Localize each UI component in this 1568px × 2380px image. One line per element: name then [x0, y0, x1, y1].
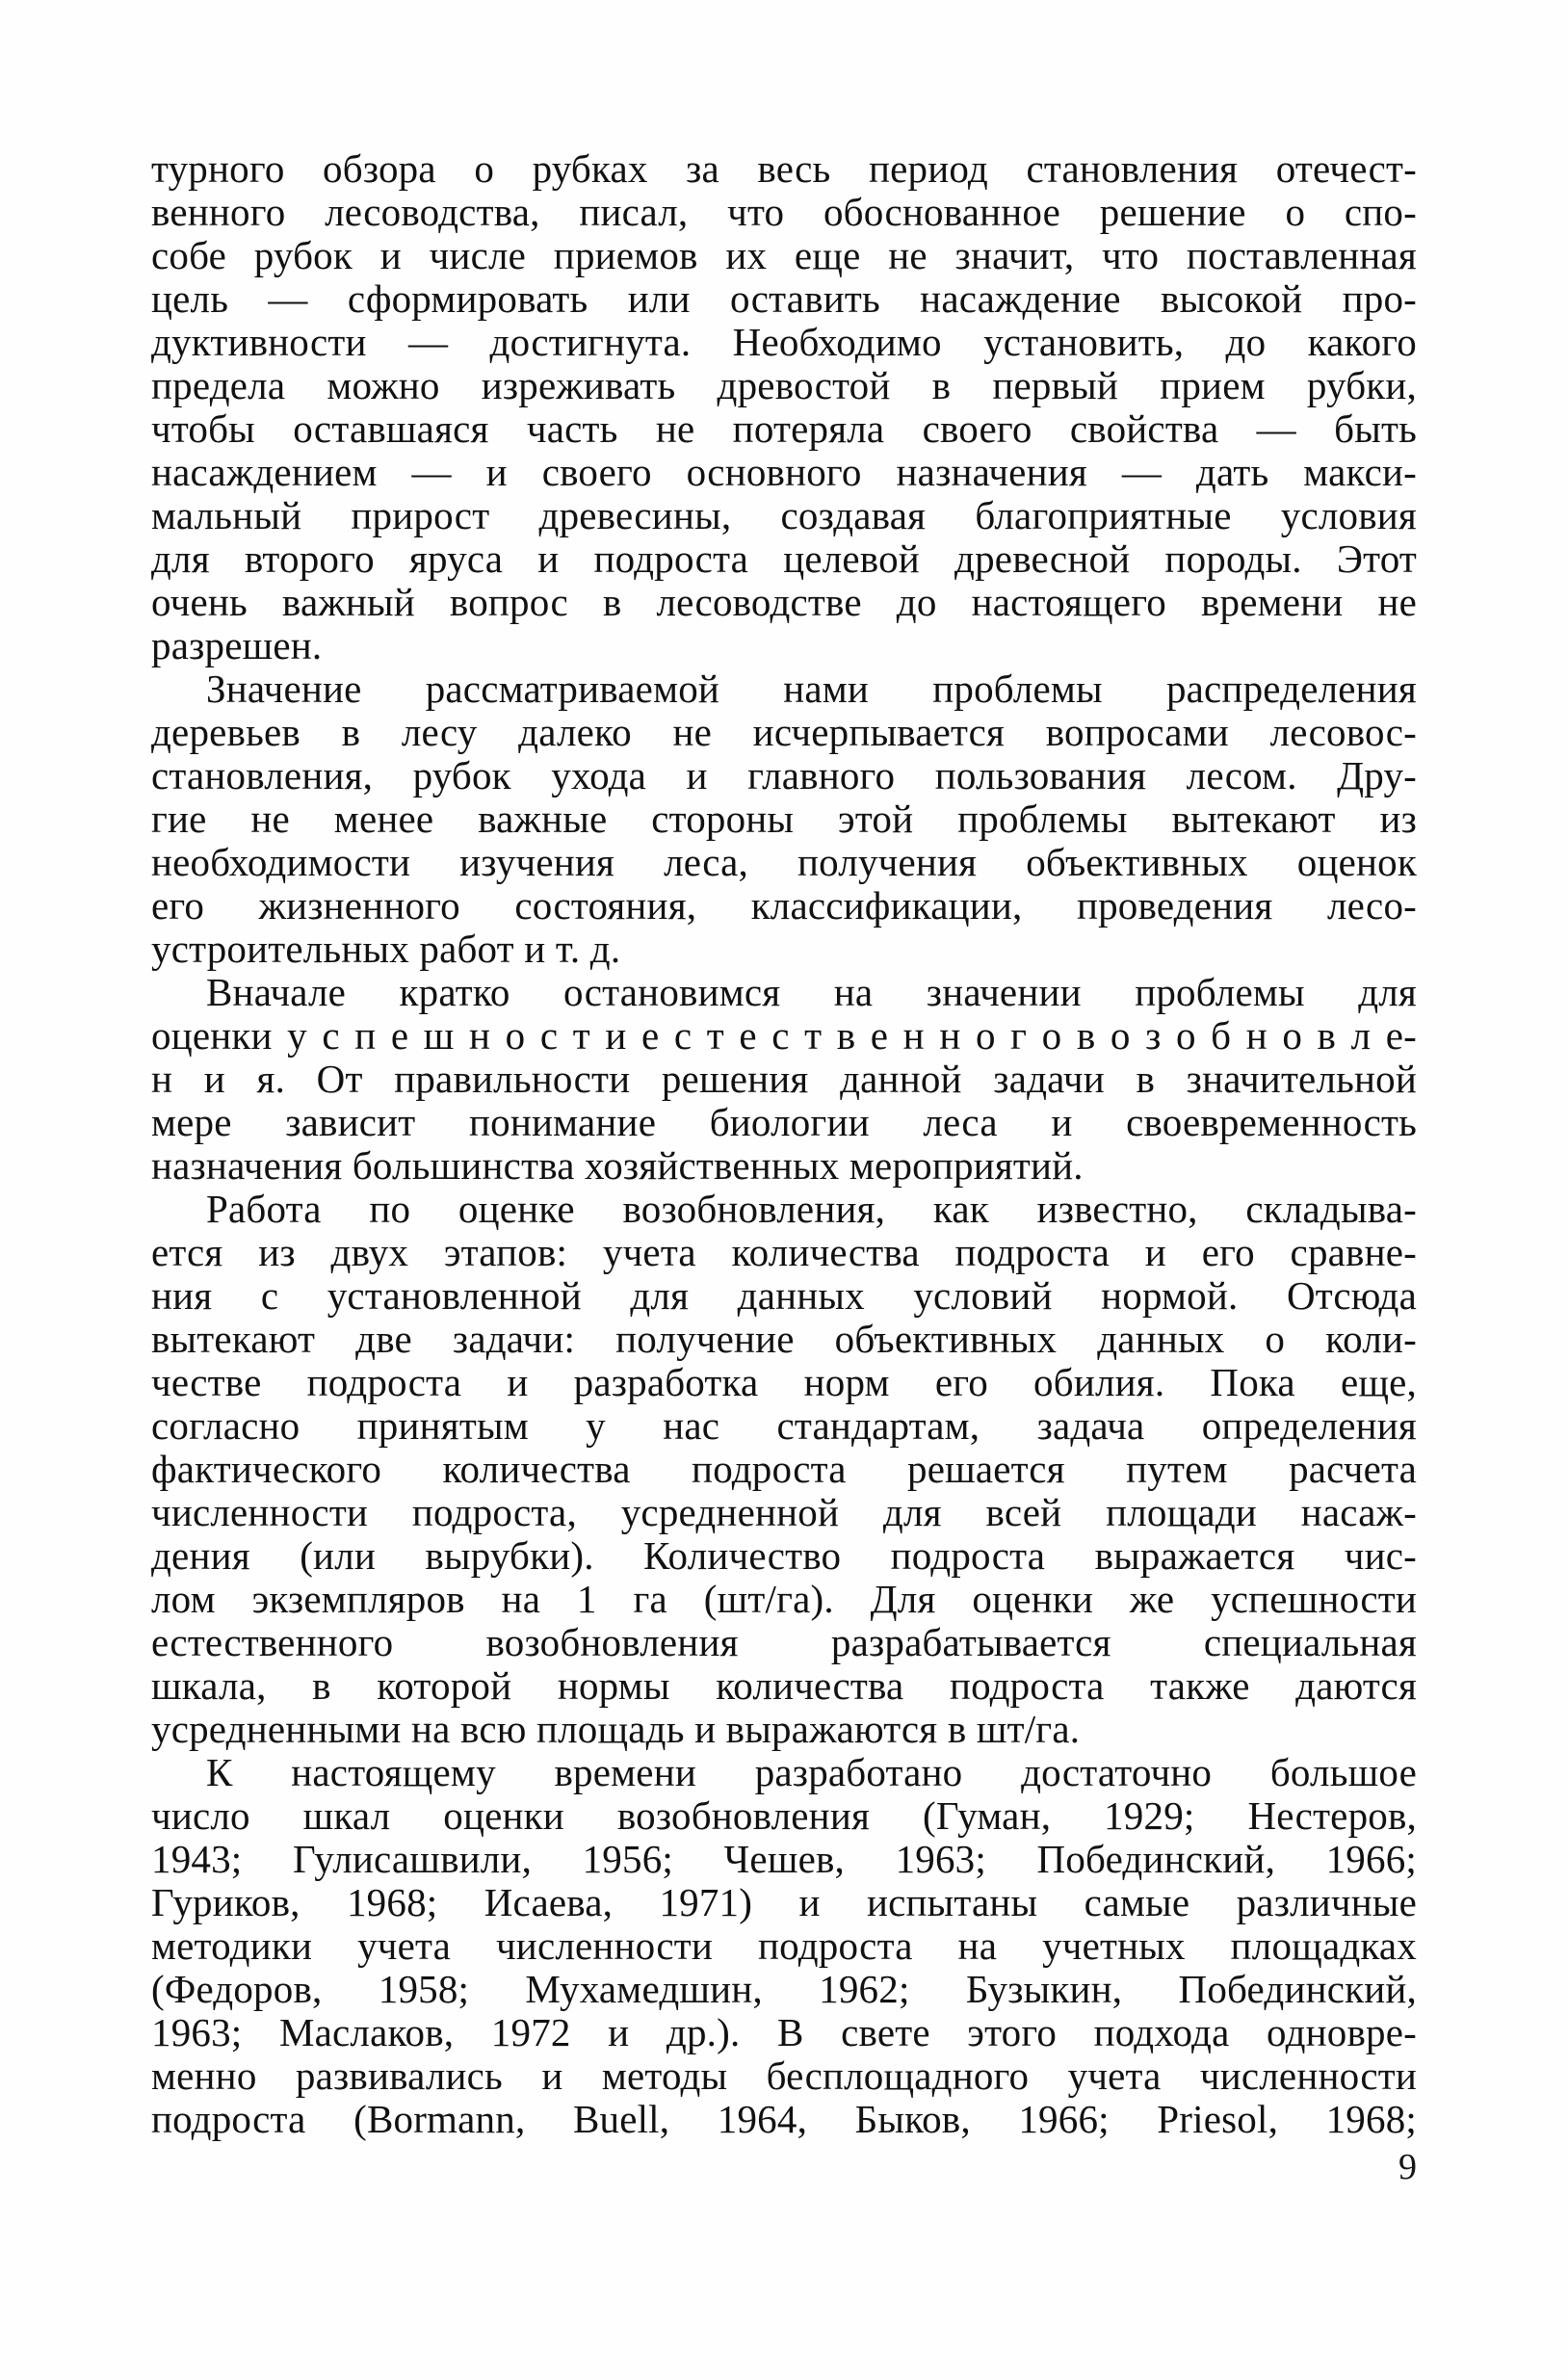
text-line: ния с установленной для данных условий нормой. Отсюда: [151, 1273, 1417, 1318]
text-line: 1943; Гулисашвили, 1956; Чешев, 1963; Побединский, 1966;: [151, 1837, 1417, 1881]
text-line: лом экземпляров на 1 га (шт/га). Для оценки же успешности: [151, 1577, 1417, 1621]
text-line: собе рубок и числе приемов их еще не значит, что поставленная: [151, 233, 1417, 277]
text-line: чтобы оставшаяся часть не потеряла своего свойства — быть: [151, 406, 1417, 451]
text-line: шкала, в которой нормы количества подроста также даются: [151, 1663, 1417, 1708]
text-line: численности подроста, усредненной для всей площади насаж-: [151, 1490, 1417, 1534]
text-line: Вначале кратко остановимся на значении проблемы для: [206, 970, 1417, 1014]
text-line: его жизненного состояния, классификации, проведения лесо-: [151, 883, 1417, 928]
text-line: К настоящему времени разработано достаточно большое: [206, 1750, 1417, 1794]
text-line: деревьев в лесу далеко не исчерпывается вопросами лесовос-: [151, 710, 1417, 754]
text-line: гие не менее важные стороны этой проблемы вытекают из: [151, 797, 1417, 841]
text-line: насаждением — и своего основного назначения — дать макси-: [151, 450, 1417, 494]
text-line: мере зависит понимание биологии леса и своевременность: [151, 1100, 1417, 1144]
text-line: подроста (Bormann, Buell, 1964, Быков, 1966; Priesol, 1968;: [151, 2097, 1417, 2141]
text-line: 1963; Маслаков, 1972 и др.). В свете этого подхода одновре-: [151, 2010, 1417, 2054]
text-line: честве подроста и разработка норм его обилия. Пока еще,: [151, 1360, 1417, 1404]
text-line: предела можно изреживать древостой в первый прием рубки,: [151, 363, 1417, 407]
text-line: для второго яруса и подроста целевой древесной породы. Этот: [151, 536, 1417, 581]
page-number: 9: [1398, 2147, 1417, 2187]
text-line: устроительных работ и т. д.: [151, 927, 621, 971]
text-line: н и я. От правильности решения данной задачи в значительной: [151, 1057, 1417, 1101]
text-line: менно развивались и методы бесплощадного учета численности: [151, 2053, 1417, 2098]
text-block: [151, 147, 1417, 2141]
text-line: естественного возобновления разрабатывается специальная: [151, 1620, 1417, 1664]
text-line: оценки у с п е ш н о с т и е с т е с т в е н н о г о в о з о б н о в л е-: [151, 1013, 1417, 1058]
text-line: усредненными на всю площадь и выражаются в шт/га.: [151, 1707, 1081, 1751]
text-line: фактического количества подроста решается путем расчета: [151, 1447, 1417, 1491]
text-line: необходимости изучения леса, получения объективных оценок: [151, 840, 1417, 884]
text-line: число шкал оценки возобновления (Гуман, 1929; Нестеров,: [151, 1793, 1417, 1838]
text-line: дения (или вырубки). Количество подроста выражается чис-: [151, 1533, 1417, 1578]
text-line: разрешен.: [151, 623, 323, 667]
text-line: турного обзора о рубках за весь период становления отечест-: [151, 146, 1417, 191]
text-line: мальный прирост древесины, создавая благоприятные условия: [151, 493, 1417, 537]
text-line: Гуриков, 1968; Исаева, 1971) и испытаны самые различные: [151, 1880, 1417, 1924]
text-line: Значение рассматриваемой нами проблемы распределения: [206, 667, 1417, 711]
text-line: согласно принятым у нас стандартам, задача определения: [151, 1403, 1417, 1448]
text-line: Работа по оценке возобновления, как известно, складыва-: [206, 1187, 1417, 1231]
text-line: методики учета численности подроста на учетных площадках: [151, 1923, 1417, 1968]
text-line: венного лесоводства, писал, что обоснованное решение о спо-: [151, 190, 1417, 234]
text-line: очень важный вопрос в лесоводстве до настоящего времени не: [151, 580, 1417, 624]
text-line: цель — сформировать или оставить насаждение высокой про-: [151, 276, 1417, 321]
text-line: (Федоров, 1958; Мухамедшин, 1962; Бузыкин, Побединский,: [151, 1967, 1417, 2011]
text-line: становления, рубок ухода и главного пользования лесом. Дру-: [151, 753, 1417, 798]
text-line: назначения большинства хозяйственных мероприятий.: [151, 1143, 1084, 1188]
text-line: вытекают две задачи: получение объективных данных о коли-: [151, 1317, 1417, 1361]
text-line: дуктивности — достигнута. Необходимо установить, до какого: [151, 320, 1417, 364]
text-line: ется из двух этапов: учета количества подроста и его сравне-: [151, 1230, 1417, 1274]
